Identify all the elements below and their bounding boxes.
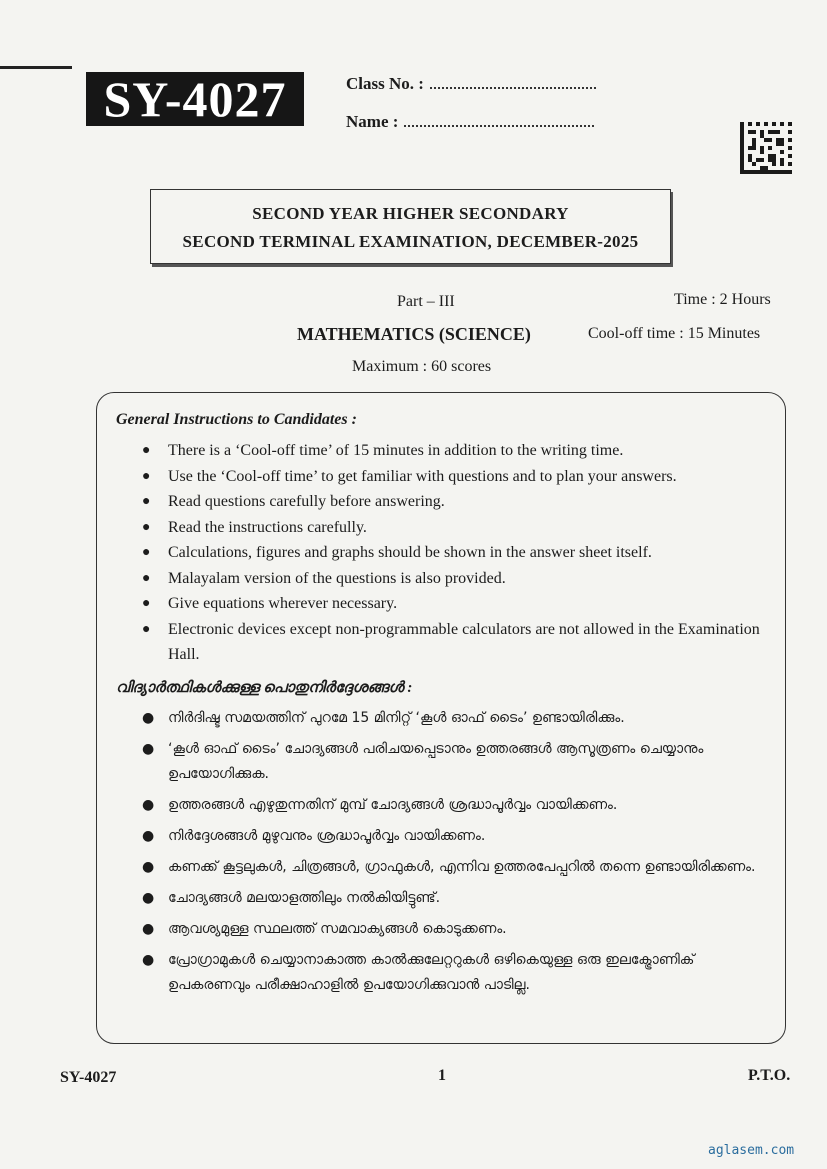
- bullet-icon: ●: [142, 828, 155, 844]
- instruction-ml-text: കണക്ക് കൂട്ടലുകൾ, ചിത്രങ്ങൾ, ഗ്രാഫുകൾ, എന്നിവ ഉത്തരപേപ്പറിൽ തന്നെ ഉണ്ടായിരിക്കണം.: [168, 859, 756, 875]
- bullet-icon: ●: [142, 570, 151, 586]
- instructions-heading: General Instructions to Candidates :: [116, 411, 357, 428]
- class-no-field: [346, 74, 596, 94]
- exam-time: Time : 2 Hours: [674, 291, 771, 308]
- list-item: [142, 917, 767, 942]
- bullet-icon: ●: [142, 519, 151, 535]
- bullet-icon: ●: [142, 621, 151, 637]
- name-blank: [404, 113, 594, 127]
- list-item: [142, 824, 767, 849]
- instruction-ml-text: ‘കൂൾ ഓഫ് ടൈം’ ചോദ്യങ്ങൾ പരിചയപ്പെടാനും ഉത്തരങ്ങൾ ആസൂത്രണം ചെയ്യാനും ഉപയോഗിക്കുക.: [168, 741, 704, 782]
- list-item: [142, 566, 762, 592]
- footer-paper-code: SY-4027: [60, 1069, 117, 1086]
- list-item: [142, 489, 762, 515]
- list-item: [142, 515, 762, 541]
- bullet-icon: ●: [142, 741, 155, 757]
- list-item: [142, 737, 767, 787]
- list-item: [142, 591, 762, 617]
- list-item: [142, 948, 767, 998]
- exam-subject: MATHEMATICS (SCIENCE): [297, 324, 531, 344]
- list-item: [142, 617, 762, 668]
- list-item: [142, 855, 767, 880]
- instruction-ml-text: ഉത്തരങ്ങൾ എഴുതുന്നതിന് മുമ്പ് ചോദ്യങ്ങൾ ശ്രദ്ധാപൂർവ്വം വായിക്കണം.: [168, 797, 618, 813]
- bullet-icon: ●: [142, 952, 155, 968]
- instruction-text: Give equations wherever necessary.: [168, 595, 398, 612]
- bullet-icon: ●: [142, 859, 155, 875]
- instruction-ml-text: ആവശ്യമുള്ള സ്ഥലത്ത് സമവാക്യങ്ങൾ കൊടുക്കണം.: [168, 921, 507, 937]
- list-item: [142, 886, 767, 911]
- instruction-text: Electronic devices except non-programmable calculators are not allowed in the Examination Hall.: [168, 620, 760, 663]
- list-item: [142, 706, 767, 731]
- class-no-label: Class No. :: [346, 74, 424, 93]
- name-label: Name :: [346, 112, 399, 131]
- instruction-ml-text: ചോദ്യങ്ങൾ മലയാളത്തിലും നൽകിയിട്ടുണ്ട്.: [168, 890, 441, 906]
- bullet-icon: ●: [142, 443, 151, 458]
- exam-max-score: Maximum : 60 scores: [352, 358, 492, 375]
- bullet-icon: ●: [142, 545, 151, 560]
- exam-cool-off: Cool-off time : 15 Minutes: [588, 325, 761, 342]
- list-item: [142, 464, 762, 490]
- page-number: 1: [438, 1067, 446, 1084]
- instruction-text: Calculations, figures and graphs should be shown in the answer sheet itself.: [168, 544, 652, 561]
- exam-title-box: [150, 189, 671, 264]
- exam-title-line-1: SECOND YEAR HIGHER SECONDARY: [252, 204, 569, 223]
- instruction-ml-text: നിർദിഷ്ട സമയത്തിന് പുറമേ 15 മിനിറ്റ് ‘കൂൾ ഓഫ് ടൈം’ ഉണ്ടായിരിക്കും.: [168, 710, 625, 726]
- instruction-text: Read questions carefully before answering.: [168, 493, 445, 510]
- instructions-ml-heading: വിദ്യാർത്ഥികൾക്കുള്ള പൊതുനിർദ്ദേശങ്ങൾ :: [116, 680, 413, 696]
- bullet-icon: ●: [142, 468, 151, 484]
- watermark: aglasem.com: [708, 1143, 795, 1158]
- instruction-text: Malayalam version of the questions is also provided.: [168, 569, 506, 587]
- pto-label: P.T.O.: [748, 1067, 791, 1084]
- bullet-icon: ●: [142, 890, 155, 906]
- top-rule: [0, 66, 72, 69]
- instruction-text: Use the ‘Cool-off time’ to get familiar with questions and to plan your answers.: [168, 467, 677, 485]
- bullet-icon: ●: [142, 494, 151, 509]
- list-item: [142, 540, 762, 566]
- class-no-blank: [430, 75, 596, 89]
- paper-code-badge: SY-4027: [86, 72, 304, 126]
- exam-part: Part – III: [397, 293, 455, 310]
- qr-code-icon: [740, 122, 792, 174]
- exam-title-line-2: SECOND TERMINAL EXAMINATION, DECEMBER-2025: [182, 232, 639, 251]
- bullet-icon: ●: [142, 797, 155, 813]
- instructions-list: [142, 438, 762, 668]
- instruction-ml-text: നിർദ്ദേശങ്ങൾ മുഴുവനും ശ്രദ്ധാപൂർവ്വം വായിക്കണം.: [168, 828, 486, 844]
- bullet-icon: ●: [142, 596, 151, 611]
- instruction-text: Read the instructions carefully.: [168, 518, 367, 536]
- instruction-ml-text: പ്രോഗ്രാമുകൾ ചെയ്യാനാകാത്ത കാൽക്കുലേറ്ററുകൾ ഒഴികെയുള്ള ഒരു ഇലക്ട്രോണിക് ഉപകരണവും പരീക്ഷാഹാളിൽ ഉപയോഗിക്കുവാൻ പാടില്ല.: [168, 952, 695, 993]
- instruction-text: There is a ‘Cool-off time’ of 15 minutes in addition to the writing time.: [168, 442, 624, 459]
- instructions-ml-list: [142, 706, 767, 1004]
- bullet-icon: ●: [142, 710, 155, 726]
- name-field: [346, 112, 594, 132]
- list-item: [142, 793, 767, 818]
- bullet-icon: ●: [142, 921, 155, 937]
- list-item: [142, 438, 762, 464]
